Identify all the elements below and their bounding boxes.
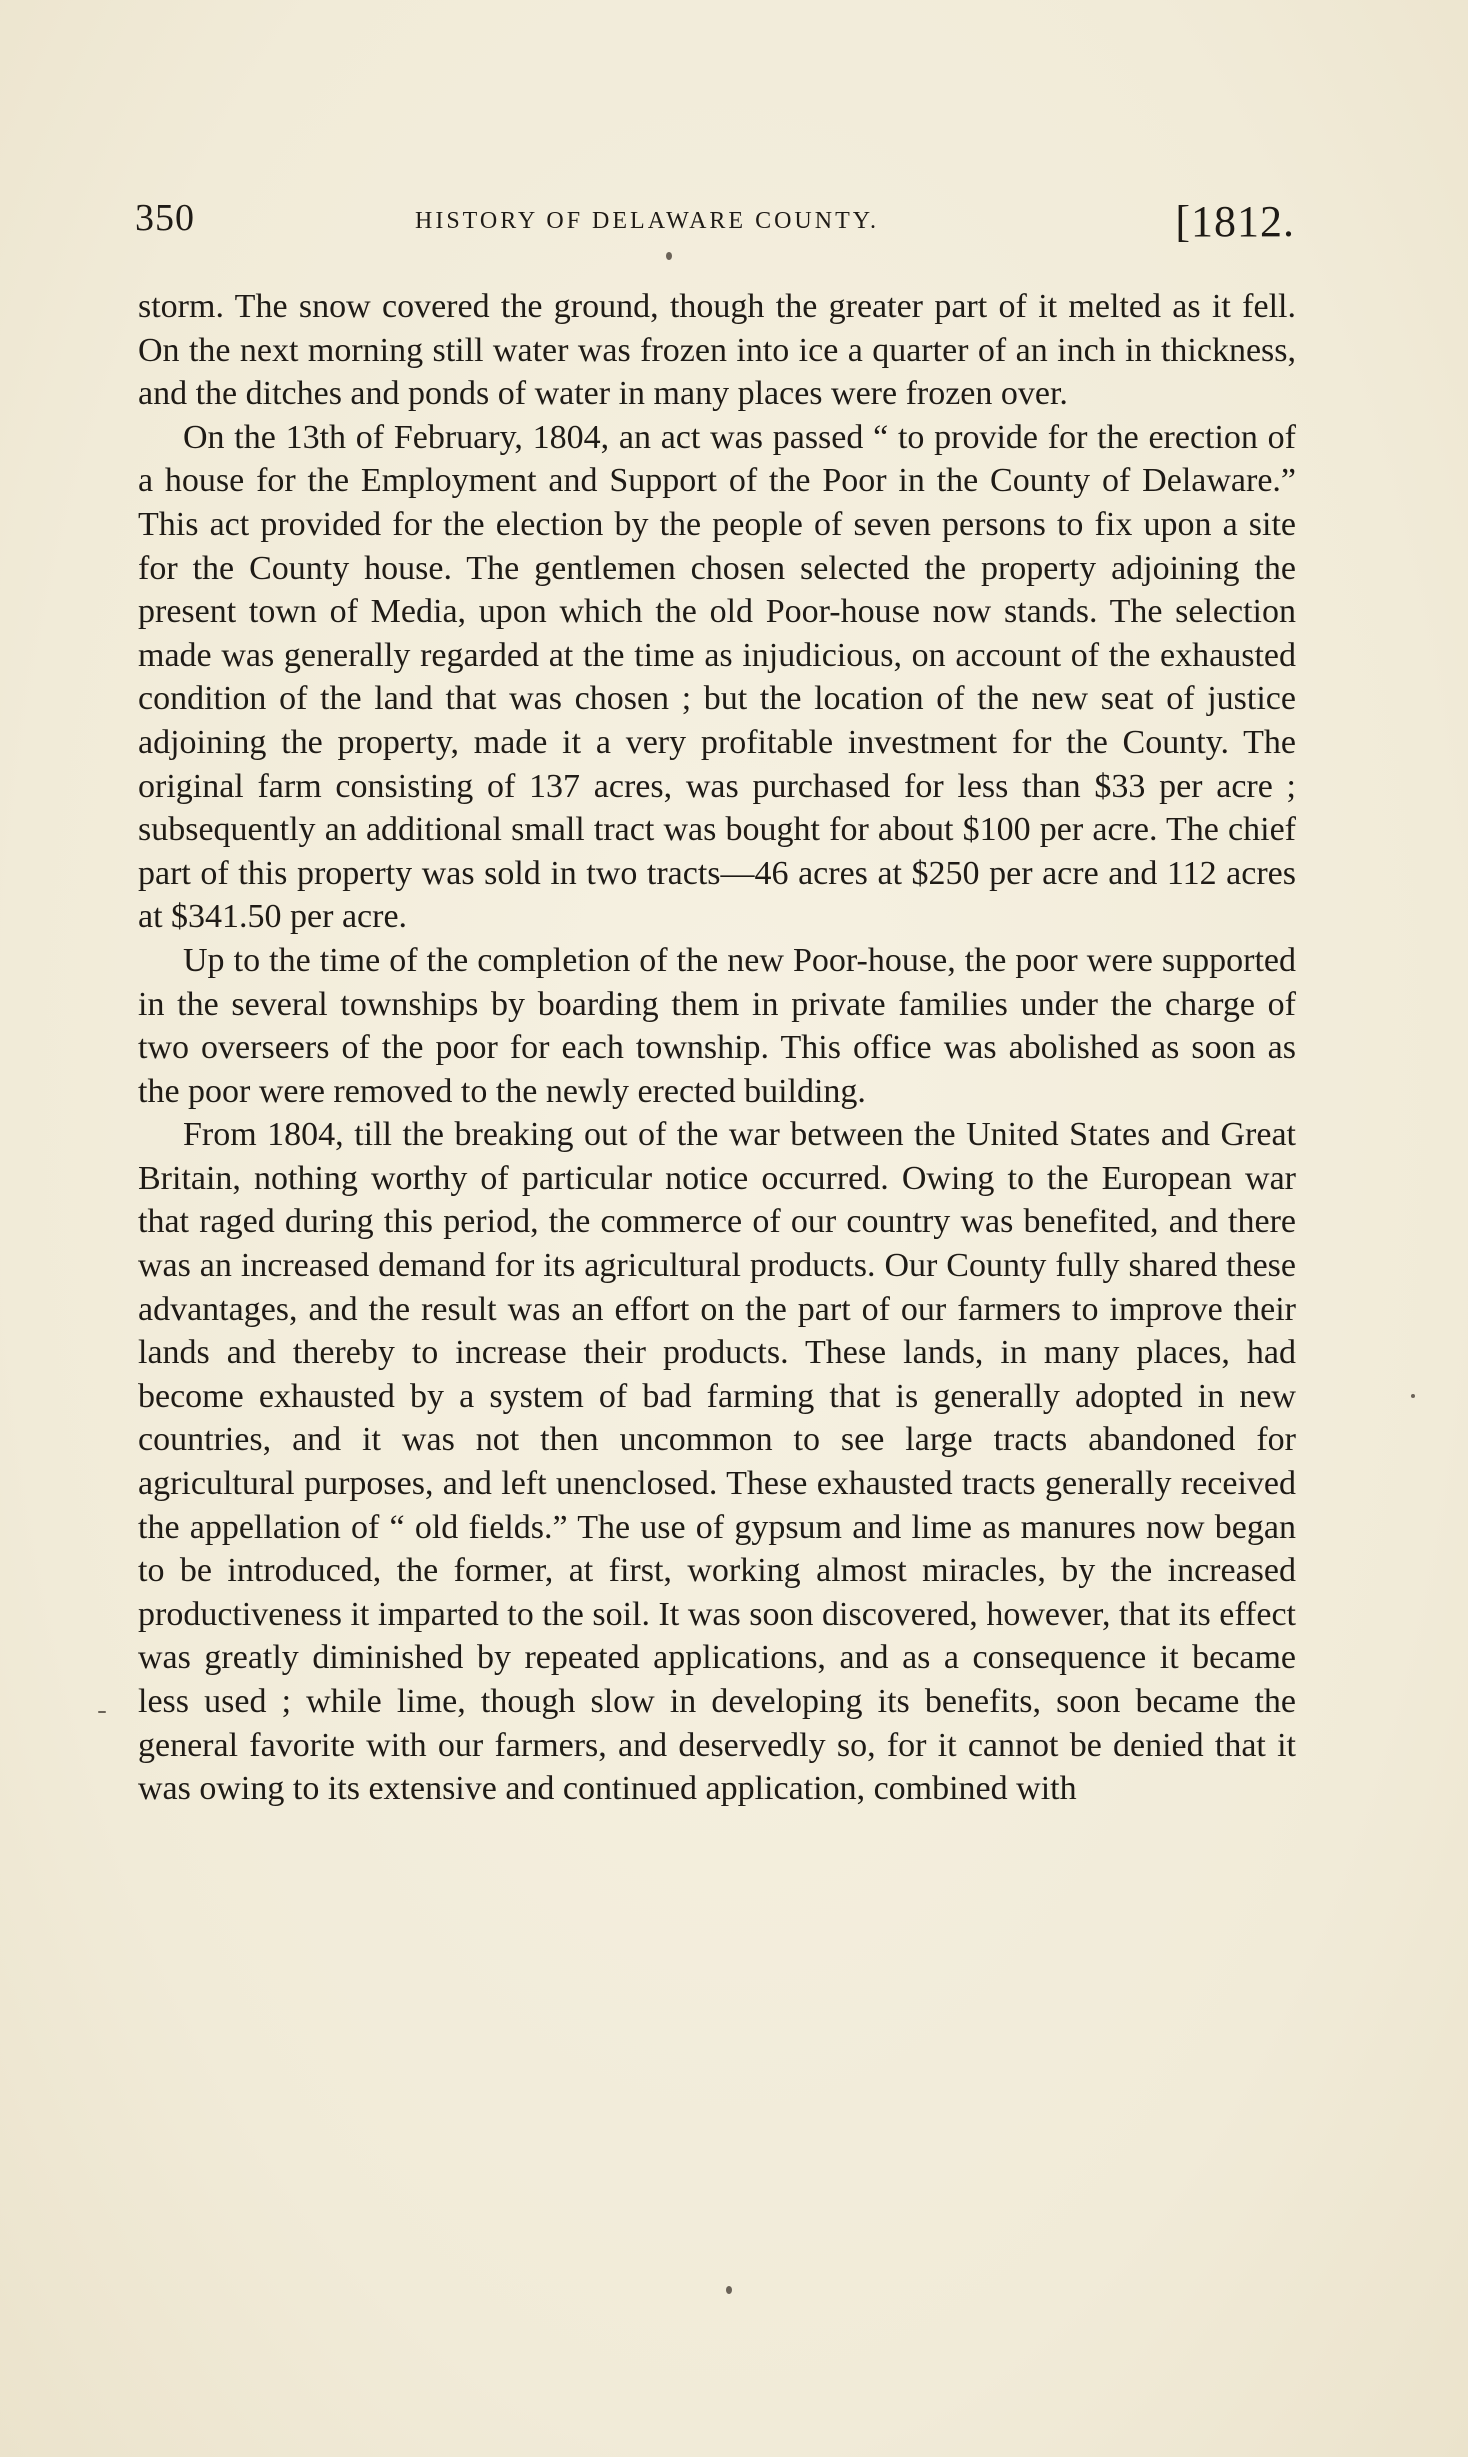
ink-speck xyxy=(726,2286,732,2294)
page-header xyxy=(135,196,1295,256)
header-year: [1812. xyxy=(1175,197,1295,246)
ink-speck xyxy=(98,1711,106,1713)
ink-speck xyxy=(666,252,672,260)
body-text xyxy=(138,285,1296,1811)
paragraph: On the 13th of February, 1804, an act was passed “ to provide for the erection of a house for the Employment and Support of the Poor in the County of Delaware.” This act provided for the election by the people of seven persons to fix upon a site for the County house. The gentlemen chosen selected the property adjoining the present town of Media, upon which the old Poor-house now stands. The selection made was generally regarded at the time as injudicious, on account of the exhausted condition of the land that was chosen ; but the location of the new seat of justice adjoining the property, made it a very profitable investment for the County. The original farm consisting of 137 acres, was purchased for less than $33 per acre ; subsequently an additional small tract was bought for about $100 per acre. The chief part of this property was sold in two tracts—46 acres at $250 per acre and 112 acres at $341.50 per acre. xyxy=(138,418,1296,936)
page-number: 350 xyxy=(135,197,195,239)
paragraph-continued: storm. The snow covered the ground, though the greater part of it melted as it fell. On the next morning still water was frozen into ice a quarter of an inch in thickness, and the ditches and ponds of water in many places were frozen over. xyxy=(138,288,1296,413)
ink-speck xyxy=(1411,1394,1415,1398)
paragraph: Up to the time of the completion of the new Poor-house, the poor were supported in the several townships by boarding them in private families under the charge of two overseers of the poor for each township. This office was abolished as soon as the poor were removed to the newly erected building. xyxy=(138,941,1296,1110)
running-title: HISTORY OF DELAWARE COUNTY. xyxy=(415,208,879,234)
paragraph: From 1804, till the breaking out of the war between the United States and Great Britain, nothing worthy of particular notice occurred. Owing to the European war that raged during this period, the commerce of our country was benefited, and there was an increased demand for its agricultural products. Our County fully shared these advantages, and the result was an effort on the part of our farmers to improve their lands and thereby to increase their products. These lands, in many places, had become exhausted by a system of bad farming that is generally adopted in new countries, and it was not then uncommon to see large tracts abandoned for agricultural purposes, and left unenclosed. These exhausted tracts generally received the appellation of “ old fields.” The use of gypsum and lime as manures now began to be introduced, the former, at first, working almost miracles, by the increased productiveness it imparted to the soil. It was soon discovered, however, that its effect was greatly diminished by repeated applications, and as a consequence it became less used ; while lime, though slow in developing its benefits, soon became the general favorite with our farmers, and deservedly so, for it cannot be denied that it was owing to its extensive and continued application, combined with xyxy=(138,1116,1296,1808)
